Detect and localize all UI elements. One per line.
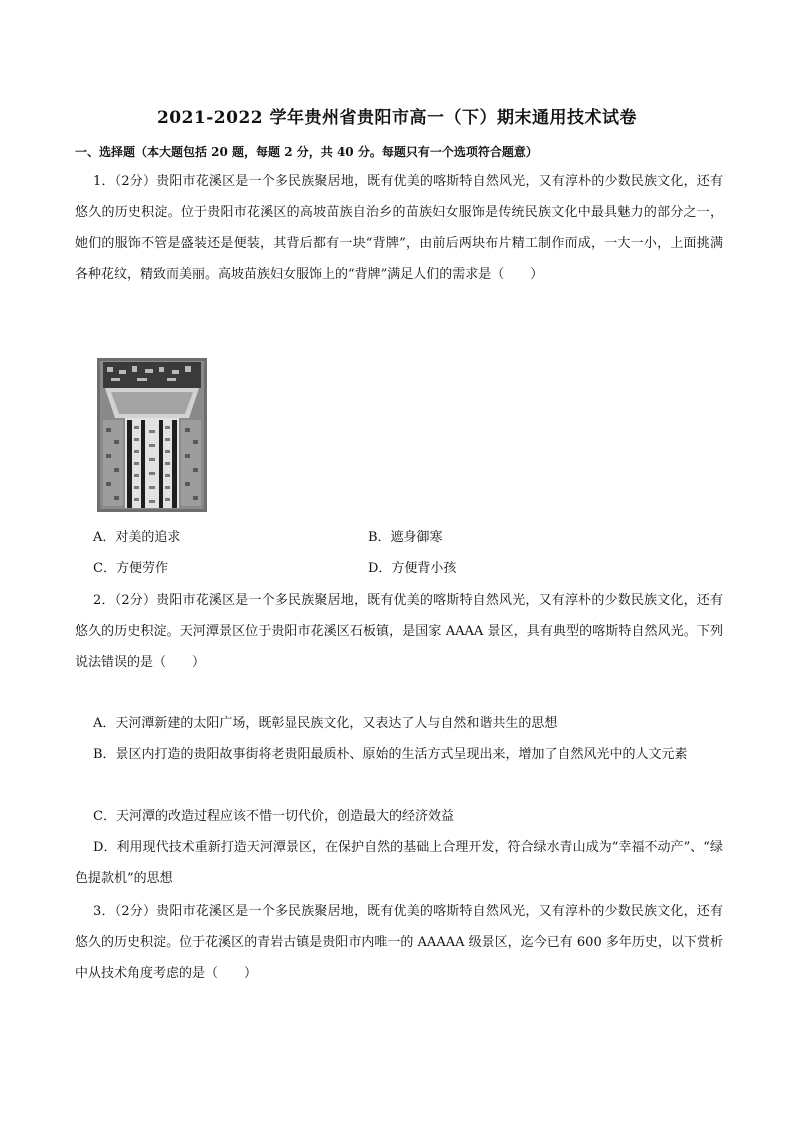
question-3-stem: 3．（2分）贵阳市花溪区是一个多民族聚居地，既有优美的喀斯特自然风光，又有淳朴的少数民族文化，还有悠久的历史积淀。位于花溪区的青岩古镇是贵阳市内唯一的 AAAAA 级景区，迄今已有 600 多年历史，以下赏析中从技术角度考虑的是（ ） (75, 904, 723, 981)
back-plate-photo (97, 358, 207, 512)
q1-option-d: D．方便背小孩 (368, 561, 457, 576)
q2-option-b: B．景区内打造的贵阳故事街将老贵阳最质朴、原始的生活方式呈现出来，增加了自然风光中的人文元素 (93, 747, 688, 762)
exam-title: 2021-2022 学年贵州省贵阳市高一（下）期末通用技术试卷 (156, 108, 638, 128)
section-heading: 一、选择题（本大题包括 20 题，每题 2 分，共 40 分。每题只有一个选项符合题意） (75, 145, 538, 159)
q1-option-b: B．遮身御寒 (368, 530, 443, 545)
q1-option-a: A．对美的追求 (93, 530, 181, 545)
q2-option-d: D．利用现代技术重新打造天河潭景区，在保护自然的基础上合理开发，符合绿水青山成为“幸福不动产”、“绿色提款机”的思想 (75, 840, 723, 886)
q2-option-c: C．天河潭的改造过程应该不惜一切代价，创造最大的经济效益 (93, 809, 454, 824)
q2-option-a: A．天河潭新建的太阳广场，既彰显民族文化，又表达了人与自然和谐共生的思想 (93, 716, 558, 731)
question-1-stem: 1．（2分）贵阳市花溪区是一个多民族聚居地，既有优美的喀斯特自然风光，又有淳朴的少数民族文化，还有悠久的历史积淀。位于贵阳市花溪区的高坡苗族自治乡的苗族妇女服饰是传统民族文化中最具魅力的部分之一，她们的服饰不管是盛装还是便装，其背后都有一块“背牌”，由前后两块布片精工制作而成，一大一小，上面挑满各种花纹，精致而美丽。高坡苗族妇女服饰上的“背牌”满足人们的需求是（ ） (75, 174, 723, 282)
question-2-stem: 2．（2分）贵阳市花溪区是一个多民族聚居地，既有优美的喀斯特自然风光，又有淳朴的少数民族文化，还有悠久的历史积淀。天河潭景区位于贵阳市花溪区石板镇，是国家 AAAA 景区，具有典型的喀斯特自然风光。下列说法错误的是（ ） (75, 593, 723, 670)
q1-option-c: C．方便劳作 (93, 561, 168, 576)
